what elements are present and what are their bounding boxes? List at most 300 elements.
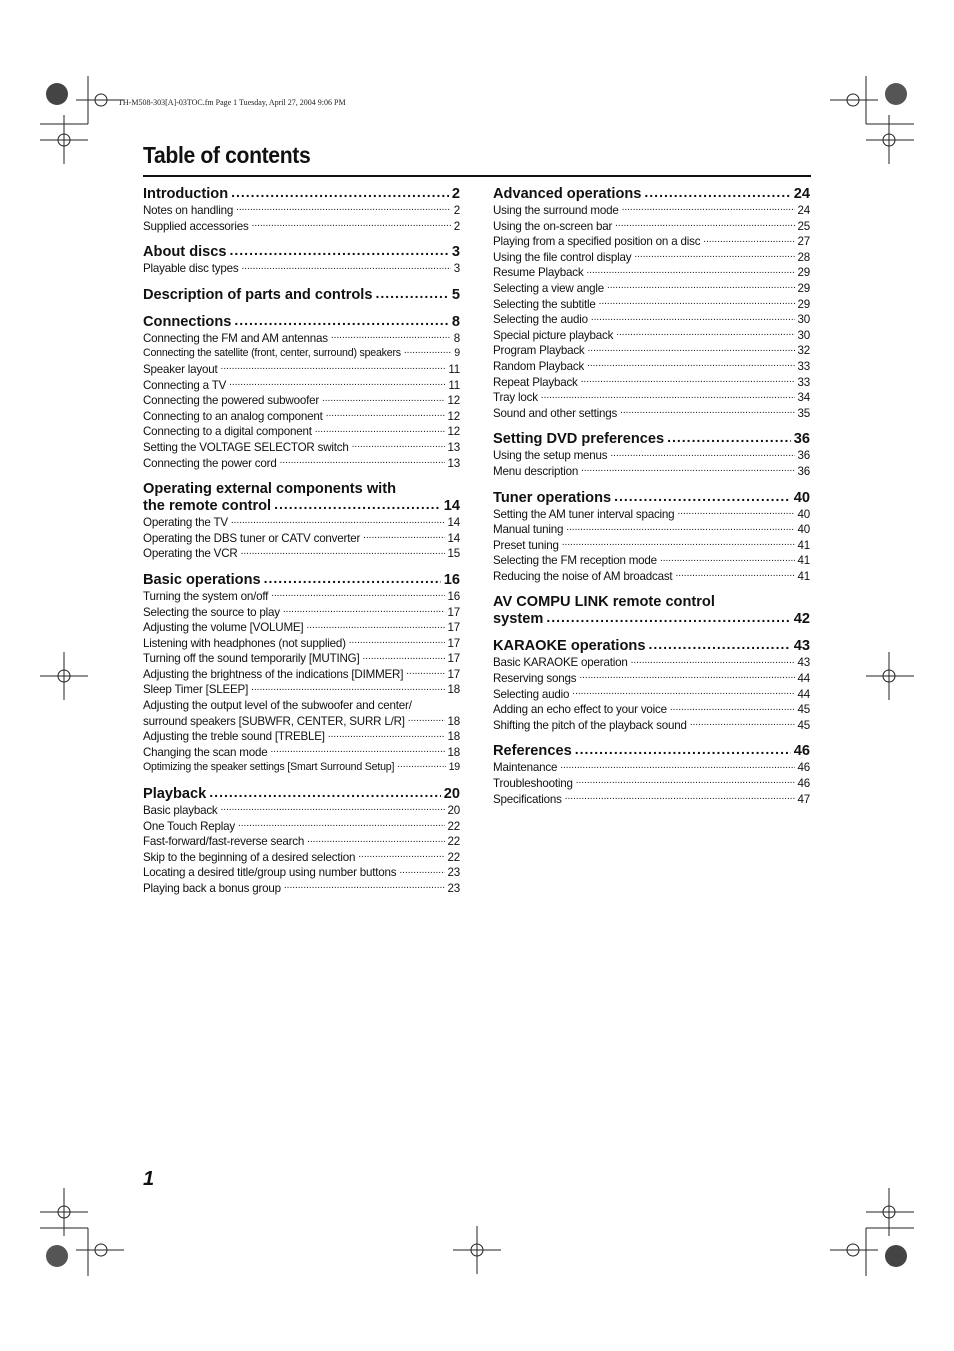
entry-page: 28 [797, 250, 810, 264]
entry-page: 34 [797, 391, 810, 405]
dot-leader [610, 449, 794, 459]
entry-page: 30 [797, 328, 810, 342]
entry-title: Turning the system on/off [143, 589, 269, 603]
dot-leader [660, 554, 795, 564]
entry-title: Listening with headphones (not supplied) [143, 636, 346, 650]
entry-page: 46 [797, 777, 810, 791]
entry-page: 17 [447, 605, 460, 619]
entry-title: Tray lock [493, 391, 538, 405]
toc-entry[interactable] [493, 522, 810, 538]
dot-leader [209, 786, 440, 798]
toc-entry[interactable] [143, 605, 460, 621]
entry-title: Operating the VCR [143, 547, 238, 561]
toc-entry[interactable] [493, 538, 810, 554]
entry-page: 20 [447, 804, 460, 818]
entry-title: Setting the VOLTAGE SELECTOR switch [143, 440, 349, 454]
dot-leader [703, 235, 794, 245]
dot-leader [591, 313, 795, 323]
toc-entry[interactable] [143, 378, 460, 394]
dot-leader [581, 376, 795, 386]
dot-leader [616, 329, 794, 339]
entry-title: Troubleshooting [493, 777, 573, 791]
entry-page: 14 [447, 516, 460, 530]
entry-page: 33 [797, 375, 810, 389]
section-page: 24 [793, 186, 810, 202]
dot-leader [322, 394, 445, 404]
entry-page: 23 [447, 882, 460, 895]
entry-title: Using the setup menus [493, 449, 608, 463]
toc-section [143, 244, 460, 277]
section-heading[interactable] [143, 572, 460, 589]
toc-entry[interactable] [493, 328, 810, 344]
entry-title: surround speakers [SUBWFR, CENTER, SURR L/R] [143, 714, 405, 728]
dot-leader [675, 570, 794, 580]
dot-leader [264, 572, 441, 584]
entry-page: 12 [447, 409, 460, 423]
entry-page: 13 [447, 456, 460, 470]
dot-leader [620, 407, 794, 417]
entry-title: Connecting the satellite (front, center, surround) speakers [143, 347, 401, 360]
toc-entry[interactable] [493, 250, 810, 266]
entry-page: 22 [447, 850, 460, 864]
entry-page: 35 [797, 406, 810, 420]
dot-leader [352, 441, 445, 451]
entry-title: One Touch Replay [143, 819, 235, 833]
toc-entry[interactable] [143, 803, 460, 819]
dot-leader [575, 743, 791, 755]
entry-title: Preset tuning [493, 538, 559, 552]
toc-entry[interactable] [143, 531, 460, 547]
toc-entry[interactable] [143, 346, 460, 362]
dot-leader [283, 606, 445, 616]
dot-leader [234, 314, 449, 326]
toc-section [143, 786, 460, 897]
section-title: Setting DVD preferences [493, 431, 665, 448]
entry-page: 16 [447, 589, 460, 603]
toc-entry[interactable] [493, 760, 810, 776]
dot-leader [599, 298, 795, 308]
toc-entry[interactable] [143, 651, 460, 667]
toc-entry[interactable] [493, 792, 810, 808]
section-title: Advanced operations [493, 186, 642, 202]
entry-title: Connecting to a digital component [143, 425, 312, 439]
entry-page: 41 [797, 554, 810, 568]
dot-leader [251, 683, 444, 693]
entry-page: 18 [447, 745, 460, 759]
entry-title: Optimizing the speaker settings [Smart Surround Setup] [143, 761, 395, 774]
toc-entry[interactable] [143, 362, 460, 378]
entry-title: Locating a desired title/group using number buttons [143, 866, 397, 880]
section-page: 36 [793, 431, 810, 448]
toc-entry[interactable] [143, 620, 460, 636]
toc-entry[interactable] [143, 393, 460, 409]
entry-page: 33 [797, 359, 810, 373]
section-page: 43 [793, 638, 810, 655]
entry-title: Adjusting the treble sound [TREBLE] [143, 730, 325, 744]
dot-leader [579, 672, 794, 682]
entry-page: 22 [447, 835, 460, 849]
entry-page: 2 [453, 219, 460, 233]
section-heading[interactable] [143, 786, 460, 803]
section-page: 8 [451, 313, 460, 330]
entry-title: Reserving songs [493, 672, 577, 686]
entry-title: Connecting a TV [143, 378, 227, 392]
toc-entry[interactable] [493, 359, 810, 375]
entry-title: Connecting the power cord [143, 456, 277, 470]
toc-entry[interactable] [493, 281, 810, 297]
dot-leader [572, 688, 794, 698]
dot-leader [271, 590, 444, 600]
dot-leader [588, 344, 795, 354]
entry-title: Manual tuning [493, 523, 564, 537]
entry-title: Basic playback [143, 804, 218, 818]
dot-leader [644, 186, 790, 198]
toc-section [493, 490, 810, 585]
entry-page: 15 [447, 547, 460, 561]
toc-entry[interactable] [493, 776, 810, 792]
entry-title: Playing back a bonus group [143, 882, 281, 895]
section-page: 5 [451, 286, 460, 303]
dot-leader [546, 611, 790, 623]
page-number: 1 [143, 1168, 155, 1190]
entry-title: Selecting the FM reception mode [493, 554, 657, 568]
entry-page: 45 [797, 718, 810, 732]
toc-entry[interactable] [143, 667, 460, 683]
dot-leader [221, 804, 445, 814]
dot-leader [634, 251, 794, 261]
dot-leader [562, 539, 795, 549]
toc-section [493, 186, 810, 421]
toc-entry[interactable] [143, 636, 460, 652]
toc-entry[interactable] [143, 682, 460, 698]
entry-page: 40 [797, 523, 810, 537]
dot-leader [315, 425, 445, 435]
section-page: 2 [451, 186, 460, 202]
dot-leader [331, 332, 451, 342]
dot-leader [238, 820, 445, 830]
toc-section [493, 594, 810, 628]
entry-title: Using the file control display [493, 250, 632, 264]
dot-leader [631, 656, 795, 666]
dot-leader [241, 262, 450, 272]
toc-entry[interactable] [143, 424, 460, 440]
section-heading-line [493, 594, 810, 611]
toc-section [493, 431, 810, 479]
dot-leader [648, 638, 790, 650]
section-page: 20 [443, 786, 460, 803]
section-title: Basic operations [143, 571, 261, 588]
toc-section [143, 481, 460, 562]
toc-entry[interactable] [143, 698, 460, 729]
toc-right-column [493, 186, 810, 817]
dot-leader [622, 204, 795, 214]
dot-leader [586, 266, 794, 276]
toc-entry[interactable] [493, 312, 810, 328]
dot-leader [690, 719, 795, 729]
entry-page: 43 [797, 656, 810, 670]
dot-leader [397, 760, 445, 770]
entry-page: 44 [797, 687, 810, 701]
entry-title: Operating the DBS tuner or CATV converter [143, 531, 361, 545]
entry-title: Resume Playback [493, 266, 584, 280]
entry-title: Connecting the FM and AM antennas [143, 331, 328, 345]
dot-leader [230, 244, 449, 256]
entry-page: 2 [453, 204, 460, 217]
toc-entry[interactable] [493, 464, 810, 480]
toc-entry[interactable] [493, 343, 810, 359]
entry-page: 36 [797, 464, 810, 478]
entry-page: 11 [448, 362, 460, 376]
entry-line [143, 714, 460, 730]
entry-page: 23 [447, 866, 460, 880]
dot-leader [576, 777, 795, 787]
entry-title: Special picture playback [493, 328, 614, 342]
dot-leader [252, 220, 451, 230]
dot-leader [408, 715, 445, 725]
toc-entry[interactable] [143, 331, 460, 347]
section-heading[interactable] [493, 594, 810, 628]
toc-entry[interactable] [143, 219, 460, 235]
toc-entry[interactable] [493, 448, 810, 464]
dot-leader [363, 532, 444, 542]
entry-title: Using the surround mode [493, 204, 619, 217]
entry-page: 41 [797, 569, 810, 583]
entry-title: Random Playback [493, 359, 585, 373]
entry-title: Selecting a view angle [493, 281, 604, 295]
dot-leader [677, 508, 794, 518]
entry-page: 46 [797, 761, 810, 775]
section-heading[interactable] [493, 186, 810, 203]
entry-title: Turning off the sound temporarily [MUTING] [143, 652, 360, 666]
toc-entry[interactable] [143, 819, 460, 835]
toc-entry[interactable] [493, 702, 810, 718]
section-page: 46 [793, 743, 810, 760]
toc-entry[interactable] [143, 589, 460, 605]
dot-leader [399, 866, 444, 876]
toc-entry[interactable] [143, 729, 460, 745]
section-heading[interactable] [143, 244, 460, 261]
entry-page: 47 [797, 792, 810, 806]
toc-entry[interactable] [493, 507, 810, 523]
entry-page: 12 [447, 394, 460, 408]
section-title: Playback [143, 786, 207, 803]
dot-leader [541, 391, 795, 401]
section-heading[interactable] [493, 638, 810, 655]
section-title: Description of parts and controls [143, 286, 373, 303]
entry-title: Repeat Playback [493, 375, 578, 389]
section-heading[interactable] [143, 314, 460, 331]
entry-page: 40 [797, 507, 810, 521]
entry-title: Notes on handling [143, 204, 234, 217]
section-page: 3 [451, 244, 460, 261]
dot-leader [565, 793, 795, 803]
entry-page: 11 [448, 378, 460, 392]
toc-entry[interactable] [493, 406, 810, 422]
entry-page: 45 [797, 703, 810, 717]
entry-title: Connecting to an analog component [143, 409, 323, 423]
dot-leader [404, 346, 451, 356]
entry-title: Selecting audio [493, 687, 570, 701]
entry-title: Changing the scan mode [143, 745, 268, 759]
dot-leader [236, 204, 451, 214]
entry-title: Skip to the beginning of a desired selection [143, 850, 356, 864]
entry-title: Selecting the subtitle [493, 297, 596, 311]
dot-leader [328, 730, 445, 740]
toc-section [143, 287, 460, 304]
section-page: 42 [793, 611, 810, 628]
entry-title: Speaker layout [143, 362, 218, 376]
section-title: the remote control [143, 498, 272, 515]
entry-title: Playable disc types [143, 262, 239, 276]
section-heading-line [143, 498, 460, 515]
entry-page: 17 [447, 636, 460, 650]
entry-title: Maintenance [493, 761, 558, 775]
entry-title: Adding an echo effect to your voice [493, 703, 667, 717]
entry-title: Selecting the audio [493, 313, 588, 327]
dot-leader [587, 360, 794, 370]
toc-entry[interactable] [143, 440, 460, 456]
toc-entry[interactable] [493, 375, 810, 391]
entry-page: 18 [447, 714, 460, 728]
entry-page: 32 [797, 344, 810, 358]
dot-leader [560, 761, 794, 771]
toc-entry[interactable] [493, 671, 810, 687]
dot-leader [274, 498, 441, 510]
dot-leader [231, 516, 445, 526]
section-page: 40 [793, 489, 810, 506]
dot-leader [581, 465, 794, 475]
toc-entry[interactable] [493, 234, 810, 250]
toc-entry[interactable] [493, 203, 810, 219]
toc-entry[interactable] [493, 219, 810, 235]
entry-title: Playing from a specified position on a disc [493, 235, 701, 249]
toc-entry[interactable] [493, 390, 810, 406]
section-title: References [493, 743, 572, 760]
dot-leader [241, 547, 445, 557]
toc-entry[interactable] [493, 655, 810, 671]
toc-entry[interactable] [143, 409, 460, 425]
section-heading[interactable] [493, 490, 810, 507]
toc-entry[interactable] [493, 297, 810, 313]
entry-page: 25 [797, 219, 810, 233]
entry-page: 29 [797, 266, 810, 280]
entry-page: 27 [797, 235, 810, 249]
entry-page: 18 [447, 683, 460, 697]
entry-page: 17 [447, 621, 460, 635]
toc-section [143, 314, 460, 471]
entry-title: Selecting the source to play [143, 605, 280, 619]
toc-entry[interactable] [143, 834, 460, 850]
section-title: Tuner operations [493, 489, 612, 506]
entry-title: Adjusting the brightness of the indications [DIMMER] [143, 667, 404, 681]
entry-title: Basic KARAOKE operation [493, 656, 628, 670]
section-title: KARAOKE operations [493, 638, 646, 655]
entry-page: 22 [447, 819, 460, 833]
entry-page: 14 [447, 531, 460, 545]
toc-entry[interactable] [493, 718, 810, 734]
dot-leader [284, 882, 445, 892]
entry-page: 30 [797, 313, 810, 327]
entry-title: Connecting the powered subwoofer [143, 394, 319, 408]
section-heading[interactable] [493, 743, 810, 760]
file-header: TH-M508-303[A]-03TOC.fm Page 1 Tuesday, April 27, 2004 9:06 PM [118, 98, 346, 107]
dot-leader [271, 746, 445, 756]
section-title: About discs [143, 244, 227, 261]
entry-line [143, 698, 460, 714]
entry-title: Specifications [493, 792, 562, 806]
section-heading[interactable] [143, 481, 460, 515]
section-title: system [493, 611, 544, 628]
dot-leader [670, 703, 795, 713]
entry-title: Shifting the pitch of the playback sound [493, 718, 687, 732]
entry-title: Reducing the noise of AM broadcast [493, 569, 673, 583]
section-page: 14 [443, 498, 460, 515]
section-heading[interactable] [143, 287, 460, 304]
toc-entry[interactable] [493, 265, 810, 281]
section-heading[interactable] [143, 186, 460, 203]
entry-page: 9 [454, 347, 460, 360]
entry-title: Using the on-screen bar [493, 219, 613, 233]
toc-section [493, 638, 810, 733]
toc-entry[interactable] [493, 569, 810, 585]
entry-page: 8 [453, 331, 460, 345]
toc-entry[interactable] [143, 456, 460, 472]
toc-entry[interactable] [143, 881, 460, 897]
entry-page: 17 [447, 667, 460, 681]
entry-page: 36 [797, 449, 810, 463]
toc-entry[interactable] [143, 261, 460, 277]
dot-leader [566, 523, 794, 533]
section-title: Connections [143, 313, 232, 330]
dot-leader [614, 490, 791, 502]
section-heading-line [493, 611, 810, 628]
entry-page: 18 [447, 730, 460, 744]
section-page: 16 [443, 571, 460, 588]
entry-title: Supplied accessories [143, 219, 249, 233]
dot-leader [221, 363, 446, 373]
dot-leader [280, 457, 445, 467]
dot-leader [326, 410, 445, 420]
entry-title: Adjusting the output level of the subwoofer and center/ [143, 699, 412, 713]
toc-entry[interactable] [143, 546, 460, 562]
entry-title: Adjusting the volume [VOLUME] [143, 621, 304, 635]
dot-leader [615, 220, 794, 230]
entry-title: Fast-forward/fast-reverse search [143, 835, 305, 849]
entry-page: 12 [447, 425, 460, 439]
entry-page: 29 [797, 297, 810, 311]
toc-section [143, 186, 460, 234]
dot-leader [229, 379, 445, 389]
toc-entry[interactable] [143, 865, 460, 881]
section-heading[interactable] [493, 431, 810, 448]
toc-entry[interactable] [493, 687, 810, 703]
toc-entry[interactable] [143, 515, 460, 531]
section-title: Operating external components with [143, 481, 396, 498]
entry-title: Setting the AM tuner interval spacing [493, 507, 675, 521]
section-title: Introduction [143, 186, 229, 202]
entry-page: 19 [448, 761, 460, 774]
entry-page: 29 [797, 281, 810, 295]
toc-entry[interactable] [143, 745, 460, 761]
toc-entry[interactable] [143, 203, 460, 219]
dot-leader [358, 851, 444, 861]
entry-title: Menu description [493, 464, 579, 478]
section-heading-line [143, 481, 460, 498]
toc-entry[interactable] [143, 760, 460, 776]
dot-leader [362, 652, 444, 662]
toc-entry[interactable] [143, 850, 460, 866]
toc-entry[interactable] [493, 553, 810, 569]
